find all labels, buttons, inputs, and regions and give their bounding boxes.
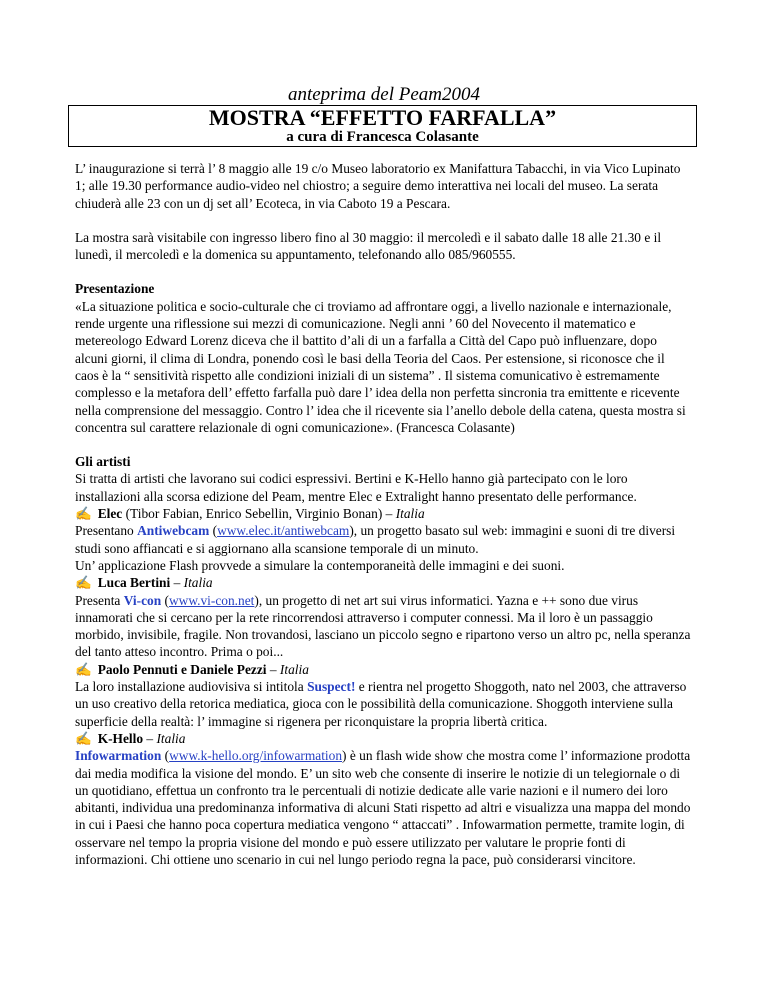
artist-desc-khello xyxy=(75,747,691,868)
pen-bullet-icon: ✍ xyxy=(75,575,92,591)
artist-name: K-Hello xyxy=(97,730,144,746)
artist-name: Paolo Pennuti e Daniele Pezzi xyxy=(97,661,267,677)
page-title: MOSTRA “EFFETTO FARFALLA” xyxy=(208,105,557,130)
page-subtitle: a cura di Francesca Colasante xyxy=(286,129,479,145)
desc-text: La loro installazione audiovisiva si intitola xyxy=(75,679,308,695)
work-title: Antiwebcam xyxy=(137,523,210,539)
artist-country: Italia xyxy=(156,730,186,746)
section-heading-artisti: Gli artisti xyxy=(75,454,131,470)
separator: – xyxy=(143,730,157,746)
artist-url-link[interactable]: www.vi-con.net xyxy=(168,592,255,608)
artist-desc-elec-2: Un’ applicazione Flash provvede a simulare la contemporaneità delle immagini e dei suoni. xyxy=(75,557,565,573)
artist-desc-bertini xyxy=(75,592,691,661)
desc-text: ), un progetto di net art sui virus informatici. Yazna e ++ sono due virus innamorati che si cercano per la rete rincorrendosi attraverso i computer connessi. Ma il loro è un passaggio morbido, invisibile, fragile. Non trovandosi, lasciano un piccolo segno e ripartono verso un altro pc, nella speranza del tanto atteso incontro. Prima o poi... xyxy=(75,592,691,660)
desc-text: ( xyxy=(161,748,170,764)
artist-country: Italia xyxy=(279,661,309,677)
artist-url-link[interactable]: www.elec.it/antiwebcam xyxy=(217,523,350,539)
intro-paragraph-1: L’ inaugurazione si terrà l’ 8 maggio alle 19 c/o Museo laboratorio ex Manifattura Tabacchi, in via Vico Lupinato 1; alle 19.30 performance audio-video nel chiostro; a seguire demo interattiva nei locali del museo. La serata chiuderà alle 23 con un dj set all’ Ecoteca, in via Caboto 19 a Pescara. xyxy=(75,161,681,211)
pen-bullet-icon: ✍ xyxy=(75,730,92,746)
artist-entry-bertini xyxy=(75,574,691,591)
desc-text: ) è un flash wide show che mostra come l’ informazione prodotta dai media modifica la visione del mondo. E’ un sito web che consente di inserire le notizie di un telegiornale o di un quotidiano, effettua un confronto tra le percentuali di notizie dedicate alle varie nazioni e il numero dei loro abitanti, individua una predominanza informativa di alcuni Stati rispetto ad altri e visualizza una mappa del mondo in cui i Paesi che hanno poca copertura mediatica vengono “ attaccati” . Infowarmation permette, tramite login, di osservare nel tempo la propria visione del mondo e può essere utilizzato per valutare le proprie fonti di informazioni. Chi ottiene uno scenario in cui nel lungo periodo regna la pace, può considerarsi vincitore. xyxy=(75,748,691,867)
artist-country: Italia xyxy=(183,575,213,591)
title-box xyxy=(68,105,697,147)
artisti-intro: Si tratta di artisti che lavorano sui codici espressivi. Bertini e K-Hello hanno già partecipato con le loro installazioni alla scorsa edizione del Peam, mentre Elec e Extralight hanno presentato delle performance. xyxy=(75,471,637,504)
pen-bullet-icon: ✍ xyxy=(75,506,92,522)
work-title: Infowarmation xyxy=(75,748,162,764)
separator: – xyxy=(266,661,280,677)
presentazione-text: «La situazione politica e socio-culturale che ci troviamo ad affrontare oggi, a livello nazionale e internazionale, rende urgente una riflessione sui mezzi di comunicazione. Negli anni ’ 60 del Novecento il matematico e metereologo Edward Lorenz diceva che il battito d’ali di un a farfalla a Città del Capo può influenzare, dopo alcuni giorni, il clima di Londra, ponendo così le basi della Teoria del Caos. Per estensione, si riconosce che il caos è la “ sensitività rispetto alle condizioni iniziali di un sistema” . Il sistema comunicativo è estremamente complesso e la metafora dell’ effetto farfalla può dare l’ idea della non perfetta sincronia tra emittente e ricevente nella comprensione del messaggio. Contro l’ idea che il ricevente sia l’anello debole della catena, questa mostra si concentra sul carattere relazionale di ogni comunicazione». (Francesca Colasante) xyxy=(75,298,686,435)
artist-name: Luca Bertini xyxy=(97,575,171,591)
artist-entry-elec xyxy=(75,505,691,522)
artist-name: Elec xyxy=(97,506,123,522)
desc-text: Presenta xyxy=(75,592,124,608)
section-heading-presentazione: Presentazione xyxy=(75,281,155,297)
work-title: Suspect! xyxy=(307,679,356,695)
work-title: Vi-con xyxy=(123,592,162,608)
intro-paragraph-2: La mostra sarà visitabile con ingresso libero fino al 30 maggio: il mercoledì e il sabato dalle 18 alle 21.30 e il lunedì, il mercoledì e la domenica su appuntamento, telefonando allo 085/960555. xyxy=(75,229,662,263)
pen-bullet-icon: ✍ xyxy=(75,661,92,677)
artist-entry-pennuti xyxy=(75,661,691,678)
desc-text: ( xyxy=(209,523,218,539)
artist-desc-pennuti xyxy=(75,678,691,730)
artist-entry-khello xyxy=(75,730,691,747)
artist-desc-elec xyxy=(75,522,691,557)
document-body xyxy=(75,160,691,868)
desc-text: ( xyxy=(161,592,169,608)
artist-members: (Tibor Fabian, Enrico Sebellin, Virginio Bonan) – xyxy=(122,506,396,522)
artist-country: Italia xyxy=(395,506,425,522)
separator: – xyxy=(170,575,184,591)
desc-text: ), un progetto basato sul web: immagini e suoni di tre diversi studi sono affiancati e si aggiornano alla scansione temporale di un minuto. xyxy=(75,523,676,556)
kicker: anteprima del Peam2004 xyxy=(287,84,481,105)
artist-url-link[interactable]: www.k-hello.org/infowarmation xyxy=(169,748,343,764)
desc-text: e rientra nel progetto Shoggoth, nato nel 2003, che attraverso un uso creativo della retorica mediatica, gioca con le possibilità della comunicazione. Shoggoth interviene sulla superficie della realtà: l’ immagine si rigenera per riconquistare la propria libertà critica. xyxy=(75,679,687,729)
desc-text: Presentano xyxy=(75,523,138,539)
